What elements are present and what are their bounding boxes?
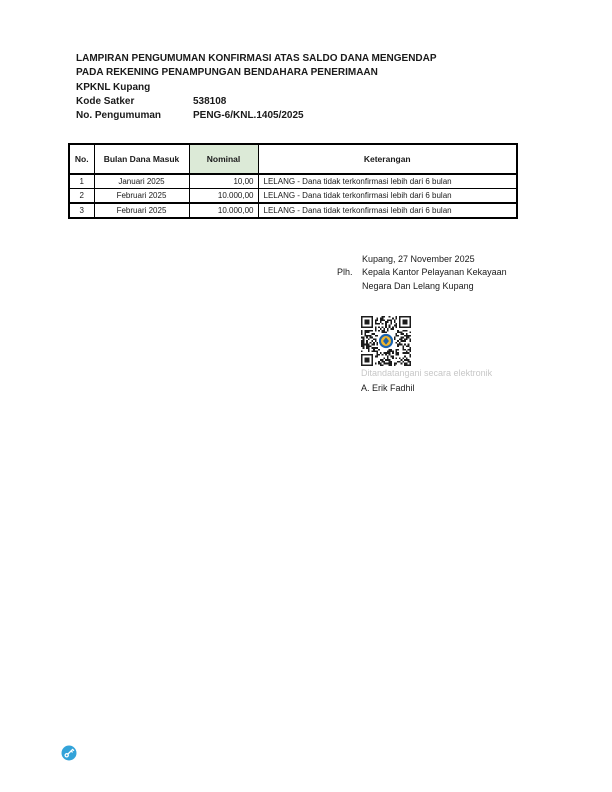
cell-keterangan: LELANG - Dana tidak terkonfirmasi lebih dari 6 bulan (258, 203, 517, 218)
cell-keterangan: LELANG - Dana tidak terkonfirmasi lebih dari 6 bulan (258, 189, 517, 204)
cell-nominal: 10.000,00 (189, 189, 258, 204)
document-header (76, 52, 437, 123)
table-row (69, 203, 517, 218)
signature-title-text2: Negara Dan Lelang Kupang (362, 280, 474, 291)
cell-bulan: Januari 2025 (94, 174, 189, 189)
kode-satker-row (76, 95, 437, 109)
col-header-nominal: Nominal (189, 144, 258, 174)
signature-block (337, 253, 507, 293)
cell-nominal: 10.000,00 (189, 203, 258, 218)
office-name: KPKNL Kupang (76, 81, 151, 93)
esign-qr-code-icon (361, 316, 411, 366)
table-header-row (69, 144, 517, 174)
no-pengumuman-value: PENG-6/KNL.1405/2025 (193, 110, 304, 122)
col-header-keterangan: Keterangan (258, 144, 517, 174)
cell-bulan: Februari 2025 (94, 203, 189, 218)
signer-name: A. Erik Fadhil (361, 383, 415, 393)
cell-no: 2 (69, 189, 94, 204)
signature-title-line2 (337, 280, 507, 293)
cell-keterangan: LELANG - Dana tidak terkonfirmasi lebih dari 6 bulan (258, 174, 517, 189)
cell-nominal: 10,00 (189, 174, 258, 189)
cell-no: 3 (69, 203, 94, 218)
cell-bulan: Februari 2025 (94, 189, 189, 204)
table-row (69, 189, 517, 204)
table-row (69, 174, 517, 189)
kode-satker-label: Kode Satker (76, 95, 135, 107)
document-title-line1: LAMPIRAN PENGUMUMAN KONFIRMASI ATAS SALDO DANA MENGENDAP (76, 53, 437, 64)
cell-no: 1 (69, 174, 94, 189)
signature-place-date: Kupang, 27 November 2025 (362, 254, 475, 264)
document-title-line2: PADA REKENING PENAMPUNGAN BENDAHARA PENERIMAAN (76, 67, 378, 79)
col-header-no: No. (69, 144, 94, 174)
esign-note: Ditandatangani secara elektronik (361, 368, 493, 378)
kode-satker-value: 538108 (193, 95, 227, 107)
saldo-dana-table (68, 143, 518, 219)
plh-prefix: Plh. (337, 267, 353, 278)
no-pengumuman-label: No. Pengumuman (76, 110, 162, 122)
col-header-bulan: Bulan Dana Masuk (94, 144, 189, 174)
bsre-key-icon (61, 745, 77, 761)
no-pengumuman-row (76, 109, 437, 123)
signature-place-date-line (337, 253, 507, 266)
signature-title-line1 (337, 266, 507, 279)
signature-title-text1: Kepala Kantor Pelayanan Kekayaan (362, 267, 507, 278)
